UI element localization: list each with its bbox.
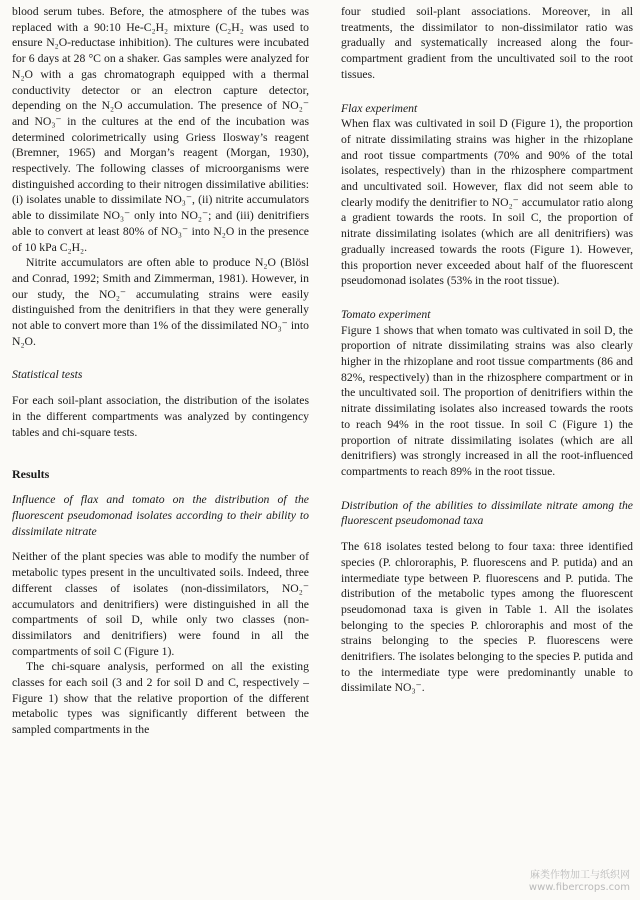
heading-influence-flax-tomato: Influence of flax and tomato on the distribution of the fluorescent pseudomonad isolates according to their ability to dissimilate nitrate	[12, 493, 309, 538]
heading-distribution-taxa: Distribution of the abilities to dissimilate nitrate among the fluorescent pseudomonad taxa	[341, 498, 633, 528]
watermark-url: www.fibercrops.com	[528, 882, 630, 893]
heading-tomato-experiment: Tomato experiment	[341, 307, 431, 321]
heading-flax-experiment: Flax experiment	[341, 101, 418, 115]
left-column	[12, 4, 309, 738]
paragraph-chi-square: The chi-square analysis, performed on all the existing classes for each soil (3 and 2 for soil D and C, respectively – Figure 1) show that the relative proportion of the different metabolic types was significantly different between the sampled compartments in the	[12, 660, 309, 737]
heading-results: Results	[12, 467, 50, 482]
paragraph-statistics: For each soil-plant association, the distribution of the isolates in the different compartments was analyzed by contingency tables and chi-square tests.	[12, 394, 309, 439]
heading-statistical-tests: Statistical tests	[12, 368, 83, 382]
watermark-chinese-text: 麻类作物加工与纸织网	[530, 870, 630, 881]
paragraph-flax: When flax was cultivated in soil D (Figure 1), the proportion of nitrate dissimilating strains was higher in the rhizoplane and root tissue compartments (70% and 90% of the total isolates, respectively) than in the rhizosphere compartment and uncultivated soil. However, flax did not seem able to clearly modify the denitrifier to NO₂⁻ accumulator ratio along a gradient towards the roots. In soil C, the proportion of nitrate dissimilating isolates (which are all denitrifiers) was gradually increased towards the roots (Figure 1). However, this proportion never exceeded about half of the fluorescent pseudomonad isolates (53% in the root tissue).	[341, 117, 633, 288]
right-column	[341, 4, 633, 696]
site-watermark	[529, 870, 630, 894]
paragraph-nitrite-accumulators: Nitrite accumulators are often able to produce N₂O (Blösl and Conrad, 1992; Smith and Zimmerman, 1981). However, in our study, the NO₂⁻ accumulating strains were easily distinguished from the denitrifiers in that they were generally not able to convert more than 1% of the dissimilated NO₃⁻ into N₂O.	[12, 256, 309, 348]
paragraph-tomato: Figure 1 shows that when tomato was cultivated in soil D, the proportion of nitrate dissimilating strains was also clearly higher in the rhizoplane and root tissue compartments (86 and 82%, respectively) than in the rhizosphere compartment or in the uncultivated soil. The proportion of denitrifiers within the nitrate dissimilating isolates also increased towards the roots to reach 94% in the root tissue. In soil C (Figure 1) the proportion of nitrate dissimilating isolates (which are all denitrifiers) was strongly increased in all the root-influenced compartments to reach 89% in the root tissue.	[341, 323, 633, 478]
paragraph-metabolic-types: Neither of the plant species was able to modify the number of metabolic types present in the uncultivated soils. Indeed, three different classes of isolates (non-dissimilators, NO₂⁻ accumulators and denitrifiers) were distinguished in all the compartments of soil D, while only two classes (non-dissimilators and denitrifiers) were found in all the compartments of soil C (Figure 1).	[12, 550, 309, 658]
paragraph-taxa: The 618 isolates tested belong to four taxa: three identified species (P. chlororaphis, P. fluorescens and P. putida) and an intermediate type between P. fluorescens and P. putida. The distribution of the metabolic types among the fluorescent pseudomonad taxa is given in Table 1. All the isolates belonging to the species P. chlororaphis and most of the strains belonging to the species P. fluorescens were denitrifiers. The isolates belonging to the species P. putida and to the intermediate type were predominantly unable to dissimilate NO₃⁻.	[341, 540, 633, 695]
paragraph-methods-incubation: blood serum tubes. Before, the atmosphere of the tubes was replaced with a 90:10 He-C₂H₂ mixture (C₂H₂ was used to ensure N₂O-reductase inhibition). The cultures were incubated for 6 days at 28 °C on a shaker. Gas samples were analyzed for N₂O with a gas chromatograph equipped with a thermal conductivity detector or an electron capture detector, depending on the N₂O accumulation. The presence of NO₂⁻ and NO₃⁻ in the cultures at the end of the incubation was determined colorimetrically using Griess Ilosway’s reagent (Bremner, 1965) and Morgan’s reagent (Morgan, 1930), respectively. The following classes of microorganisms were distinguished according to their nitrogen dissimilative abilities: (i) isolates unable to dissimilate NO₃⁻, (ii) nitrite accumulators able to dissimilate NO₃⁻ only into NO₂⁻; and (iii) denitrifiers able to convert at least 80% of NO₃⁻ into N₂O in the presence of 10 kPa C₂H₂.	[12, 5, 309, 254]
paragraph-gradient: four studied soil-plant associations. Moreover, in all treatments, the dissimilator to non-dissimilator ratio was gradually and systematically increased along the four-compartment gradient from the uncultivated soil to the root tissues.	[341, 5, 633, 81]
